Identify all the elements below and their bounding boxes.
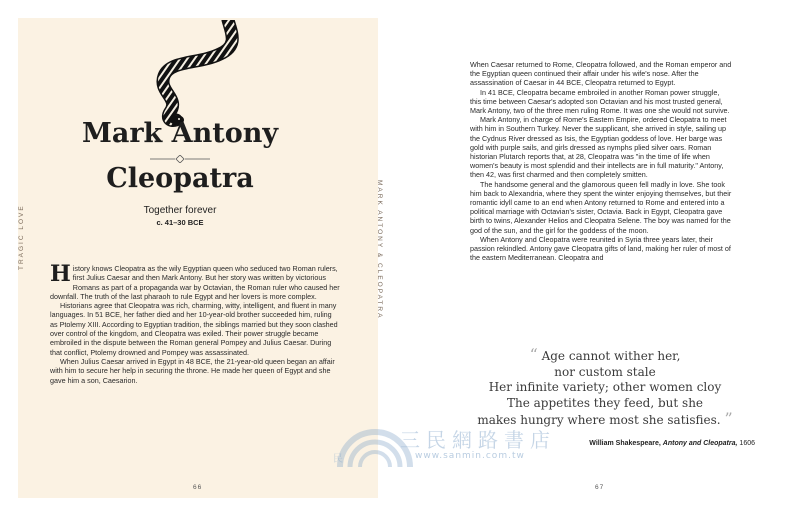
attribution-year: 1606 (739, 440, 755, 447)
open-quote-mark: “ (529, 345, 538, 364)
title-cleopatra: Cleopatra (106, 163, 254, 194)
attribution-work: Antony and Cleopatra, (662, 440, 738, 447)
page-number-right: 67 (595, 484, 605, 491)
quote-line: The appetites they feed, but she (506, 395, 704, 410)
left-body-text (50, 261, 340, 385)
watermark-text: 三民網路書店 (400, 428, 556, 452)
quote-line: Her infinite variety; other women cloy (488, 380, 722, 394)
watermark-url: www.sanmin.com.tw (415, 451, 525, 461)
paragraph: In 41 BCE, Cleopatra became embroiled in another Roman power struggle, this time between Caesar's adopted son Octavian and his most trusted general, Mark Antony, two of the three men ruling Rome. It was one she would not survive. (470, 87, 730, 116)
watermark-small: 民 (333, 454, 343, 465)
drop-cap: H (50, 261, 71, 287)
paragraph: The handsome general and the glamorous queen fell madly in love. She took him back to Alexandria, where they spent the winter enjoying themselves, but their romantic idyll came to an end when Antony returned to Rome and entered into a political marriage with Octavian's sister, Octavia. Back in Egypt, Cleopatra gave birth to twins, Alexander Helios and Cleopatra Selene. The boy was named for the god of the sun, and the girl for the goddess of the moon. (470, 179, 732, 235)
section-label: TRAGIC LOVE (18, 204, 25, 270)
quote-line: “ Age cannot wither her, (529, 345, 681, 364)
paragraph: Historians agree that Cleopatra was rich, charming, witty, intelligent, and fluent in many languages. In 51 BCE, her father died and her 10-year-old brother succeeded him, ruling as Ptolemy XIII. According to Egyptian tradition, the siblings married but they soon clashed over control of the kingdom, and Cleopatra was exiled. Their power struggle became embroiled in the dispute between the Roman general Pompey and Julius Caesar. During that conflict, Ptolemy drowned and Pompey was assassinated. (50, 301, 338, 357)
right-body-text (470, 60, 732, 262)
paragraph: Mark Antony, in charge of Rome's Eastern Empire, ordered Cleopatra to meet with him in Southern Turkey. Never the supplicant, she arrived in style, sailing up the Cydnus River dressed as Isis, the Egyptian goddess of love. Her barge was gold with purple sails, and girls dressed as nymphs plied silver oars. Roman historian Plutarch reports that, at 28, Cleopatra was "in the time of life when women's beauty is most splendid and their intellects are in full maturity." Antony, then 42, was first charmed and then completely smitten. (470, 115, 727, 180)
paragraph: When Caesar returned to Rome, Cleopatra followed, and the Roman emperor and the Egyptian queen continued their affair under his wife's nose. After the assassination of Caesar in 44 BCE, Cleopatra returned to Egypt. (470, 60, 732, 88)
running-header: MARK ANTONY & CLEOPATRA (376, 180, 383, 320)
tagline: Together forever (143, 205, 217, 216)
paragraph: When Julius Caesar arrived in Egypt in 48 BCE, the 21-year-old queen began an affair with him to secure her help in securing the throne. He made her queen of Egypt and she gave him a son, Caesarion. (50, 356, 335, 385)
title-mark-antony: Mark Antony (81, 118, 279, 149)
pull-quote (455, 347, 755, 429)
paragraph: When Antony and Cleopatra were reunited in Syria three years later, their passion rekindled. Antony gave Cleopatra gifts of land, making her ruler of most of the eastern Mediterranean. Cleopatra and (470, 234, 731, 263)
quote-line: nor custom stale (554, 364, 656, 379)
date-range: c. 41–30 BCE (156, 218, 204, 227)
attribution-author: William Shakespeare, (589, 440, 661, 447)
quote-line: makes hungry where most she satisfies. ” (477, 409, 733, 428)
close-quote-mark: ” (724, 409, 733, 428)
ornament-divider (150, 155, 210, 163)
snake-illustration (140, 20, 250, 130)
page-number-left: 66 (193, 484, 203, 491)
paragraph: History knows Cleopatra as the wily Egyptian queen who seduced two Roman rulers, first Julius Caesar and then Mark Antony. But her story was written by victorious Romans as part of a propaganda war by Octavian, the Roman ruler who caused her downfall. The truth of the last pharaoh to rule Egypt and her lovers is more complex. (50, 261, 340, 301)
